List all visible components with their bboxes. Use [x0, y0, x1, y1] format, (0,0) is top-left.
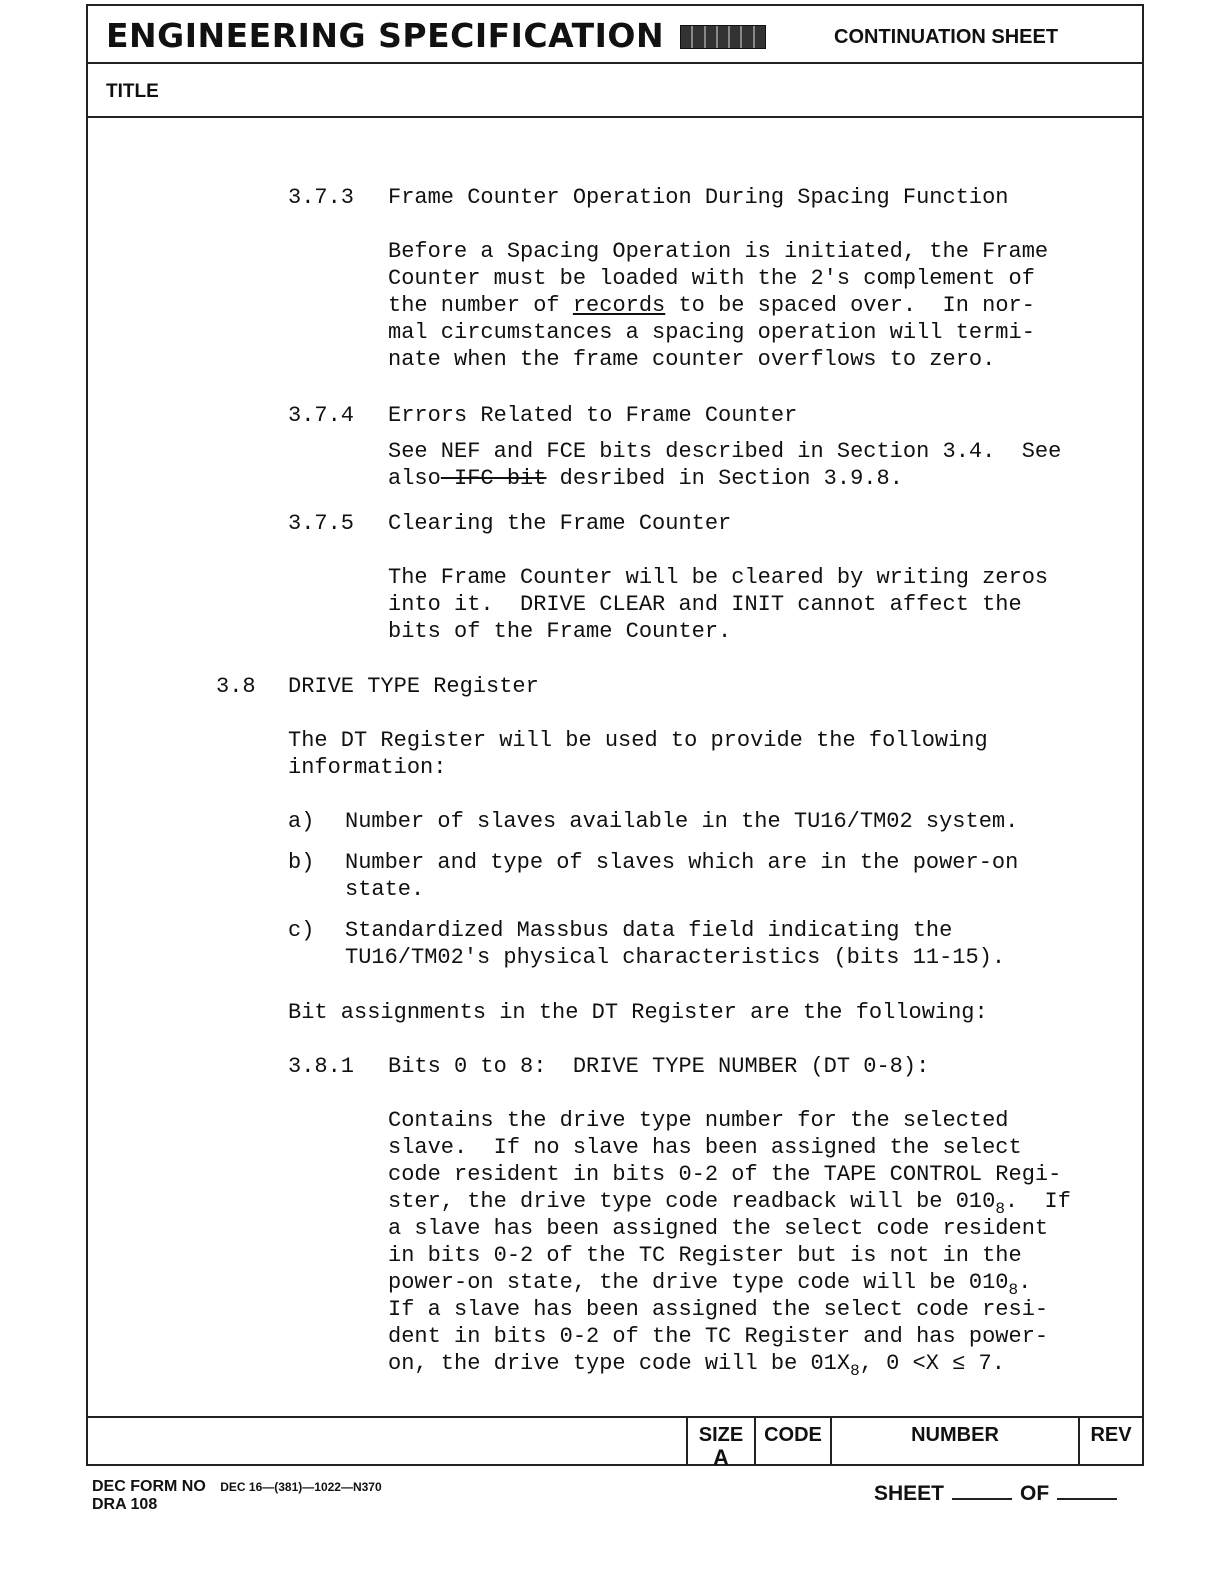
- section-heading: Frame Counter Operation During Spacing Function: [388, 185, 1009, 210]
- code-label: CODE: [764, 1424, 822, 1446]
- paragraph-line: power-on state, the drive type code will be $010_8$.: [388, 1270, 1032, 1299]
- list-item-label: b): [288, 850, 315, 875]
- document-body: [88, 118, 1142, 1416]
- paragraph-line: information:: [288, 755, 447, 780]
- paragraph-line: See NEF and FCE bits described in Section 3.4. See: [388, 439, 1062, 464]
- number-label: NUMBER: [911, 1424, 999, 1446]
- section-number: 3.7.4: [288, 403, 355, 428]
- paragraph-line: also IFC bit desribed in Section 3.9.8.: [388, 466, 903, 491]
- digital-logo-icon: [680, 25, 766, 49]
- title-label: TITLE: [106, 81, 159, 102]
- number-cell: [830, 1418, 1078, 1466]
- section-heading: Clearing the Frame Counter: [388, 511, 732, 536]
- size-label: SIZE: [698, 1424, 744, 1446]
- list-item: Standardized Massbus data field indicating the: [345, 918, 953, 943]
- paragraph-line: nate when the frame counter overflows to zero.: [388, 347, 996, 372]
- form-frame: [86, 4, 1144, 1470]
- rev-cell: [1078, 1418, 1142, 1466]
- section-number: 3.7.3: [288, 185, 355, 210]
- sheet-type: CONTINUATION SHEET: [834, 26, 1059, 48]
- paragraph-line: Before a Spacing Operation is initiated, the Frame: [388, 239, 1049, 264]
- section-heading: DRIVE TYPE Register: [288, 674, 539, 699]
- list-item-label: a): [288, 809, 315, 834]
- list-item-label: c): [288, 918, 315, 943]
- title-block: [88, 1416, 1142, 1470]
- paragraph-line: ster, the drive type code readback will be $010_8$. If: [388, 1189, 1071, 1218]
- size-cell: [686, 1418, 754, 1470]
- paragraph-line: The Frame Counter will be cleared by writing zeros: [388, 565, 1049, 590]
- form-number: [92, 1478, 382, 1496]
- section-heading: Bits 0 to 8: DRIVE TYPE NUMBER (DT 0-8):: [388, 1054, 930, 1079]
- paragraph-line: The DT Register will be used to provide the following: [288, 728, 988, 753]
- list-item: Number and type of slaves which are in the power-on: [345, 850, 1019, 875]
- paragraph-line: into it. DRIVE CLEAR and INIT cannot affect the: [388, 592, 1022, 617]
- list-item: TU16/TM02's physical characteristics (bits 11-15).: [345, 945, 1006, 970]
- underlined-word: records: [572, 293, 666, 318]
- paragraph-line: If a slave has been assigned the select code resi-: [388, 1297, 1049, 1322]
- dra-number: DRA 108: [92, 1496, 158, 1513]
- form-title: ENGINEERING SPECIFICATION: [106, 16, 665, 55]
- sheet-label: SHEET: [874, 1482, 945, 1505]
- paragraph-line: the number of records to be spaced over. In nor-: [388, 293, 1035, 318]
- title-row: [88, 64, 1142, 118]
- paragraph-line: in bits 0-2 of the TC Register but is not in the: [388, 1243, 1022, 1268]
- code-cell: [754, 1418, 830, 1466]
- paragraph-line: slave. If no slave has been assigned the select: [388, 1135, 1022, 1160]
- paragraph-line: Counter must be loaded with the 2's complement of: [388, 266, 1035, 291]
- paragraph-line: mal circumstances a spacing operation will termi-: [388, 320, 1035, 345]
- list-item: Number of slaves available in the TU16/TM02 system.: [345, 809, 1019, 834]
- section-heading: Errors Related to Frame Counter: [388, 403, 798, 428]
- paragraph-line: Contains the drive type number for the selected: [388, 1108, 1009, 1133]
- size-value: A: [713, 1445, 729, 1470]
- paragraph-line: code resident in bits 0-2 of the TAPE CONTROL Regi-: [388, 1162, 1062, 1187]
- paragraph-line: a slave has been assigned the select code resident: [388, 1216, 1049, 1241]
- section-number: 3.8.1: [288, 1054, 355, 1079]
- form-header: [88, 6, 1142, 64]
- paragraph-line: Bit assignments in the DT Register are the following:: [288, 1000, 988, 1025]
- paragraph-line: dent in bits 0-2 of the TC Register and has power-: [388, 1324, 1049, 1349]
- paragraph-line: on, the drive type code will be $01X_8$, 0 <X ≤ 7.: [388, 1351, 1005, 1380]
- rev-label: REV: [1090, 1424, 1132, 1446]
- struck-text: IFC bit: [440, 466, 547, 491]
- sheet-of: [874, 1482, 1125, 1506]
- form-no-label: DEC FORM NO: [92, 1478, 206, 1495]
- section-number: 3.8: [216, 674, 256, 699]
- paragraph-line: bits of the Frame Counter.: [388, 619, 732, 644]
- of-label: OF: [1020, 1482, 1050, 1505]
- section-number: 3.7.5: [288, 511, 355, 536]
- form-no-value: DEC 16—(381)—1022—N370: [220, 1480, 382, 1494]
- list-item: state.: [345, 877, 425, 902]
